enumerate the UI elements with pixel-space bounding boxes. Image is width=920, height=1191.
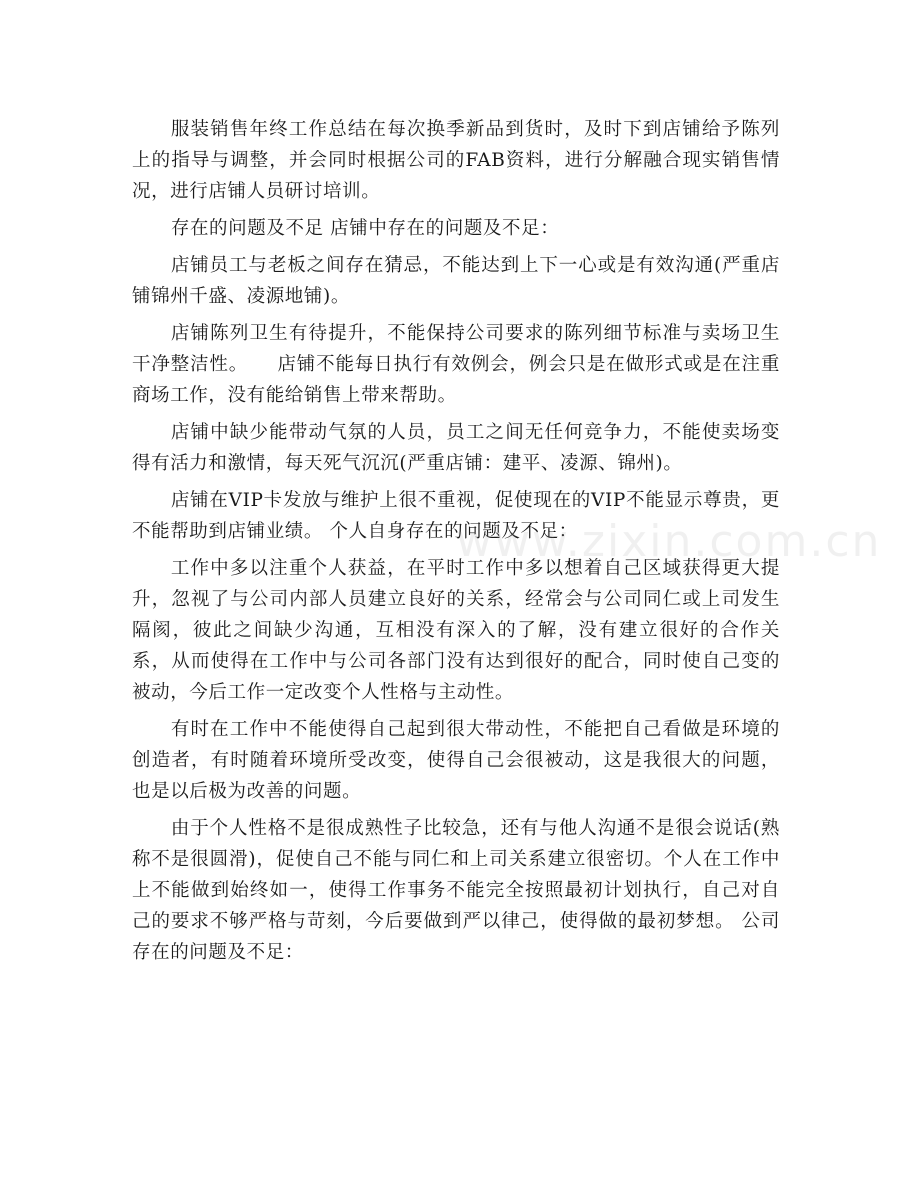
paragraph-5: 店铺中缺少能带动气氛的人员，员工之间无任何竞争力，不能使卖场变得有活力和激情，每天死气沉沉(严重店铺：建平、凌源、锦州)。 (132, 422, 780, 474)
paragraph-9: 由于个人性格不是很成熟性子比较急，还有与他人沟通不是很会说话(熟称不是很圆滑)，促使自己不能与同仁和上司关系建立很密切。个人在工作中上不能做到始终如一，使得工作事务不能完全按照最初计划执行，自己对自己的要求不够严格与苛刻，今后要做到严以律己，使得做的最初梦想。 公司存在的问题及不足： (132, 818, 780, 963)
paragraph-7: 工作中多以注重个人获益，在平时工作中多以想着自己区域获得更大提升，忽视了与公司内部人员建立良好的关系，经常会与公司同仁或上司发生隔阂，彼此之间缺少沟通，互相没有深入的了解，没有建立很好的合作关系，从而使得在工作中与公司各部门没有达到很好的配合，同时使自己变的被动，今后工作一定改变个人性格与主动性。 (132, 558, 780, 703)
paragraph-8: 有时在工作中不能使得自己起到很大带动性，不能把自己看做是环境的创造者，有时随着环境所受改变，使得自己会很被动，这是我很大的问题，也是以后极为改善的问题。 (132, 719, 780, 802)
paragraph-3: 店铺员工与老板之间存在猜忌，不能达到上下一心或是有效沟通(严重店铺锦州千盛、凌源地铺)。 (132, 255, 780, 307)
document-body (132, 114, 780, 974)
watermark: www.zixin.com.cn (456, 516, 882, 567)
paragraph-4: 店铺陈列卫生有待提升，不能保持公司要求的陈列细节标准与卖场卫生干净整洁性。 店铺不能每日执行有效例会，例会只是在做形式或是在注重商场工作，没有能给销售上带来帮助。 (132, 323, 780, 406)
paragraph-6: 店铺在VIP卡发放与维护上很不重视，促使现在的VIP不能显示尊贵，更不能帮助到店铺业绩。 个人自身存在的问题及不足： (132, 490, 780, 542)
paragraph-2: 存在的问题及不足 店铺中存在的问题及不足： (170, 218, 560, 239)
paragraph-1: 服装销售年终工作总结在每次换季新品到货时，及时下到店铺给予陈列上的指导与调整，并会同时根据公司的FAB资料，进行分解融合现实销售情况，进行店铺人员研讨培训。 (132, 119, 780, 202)
